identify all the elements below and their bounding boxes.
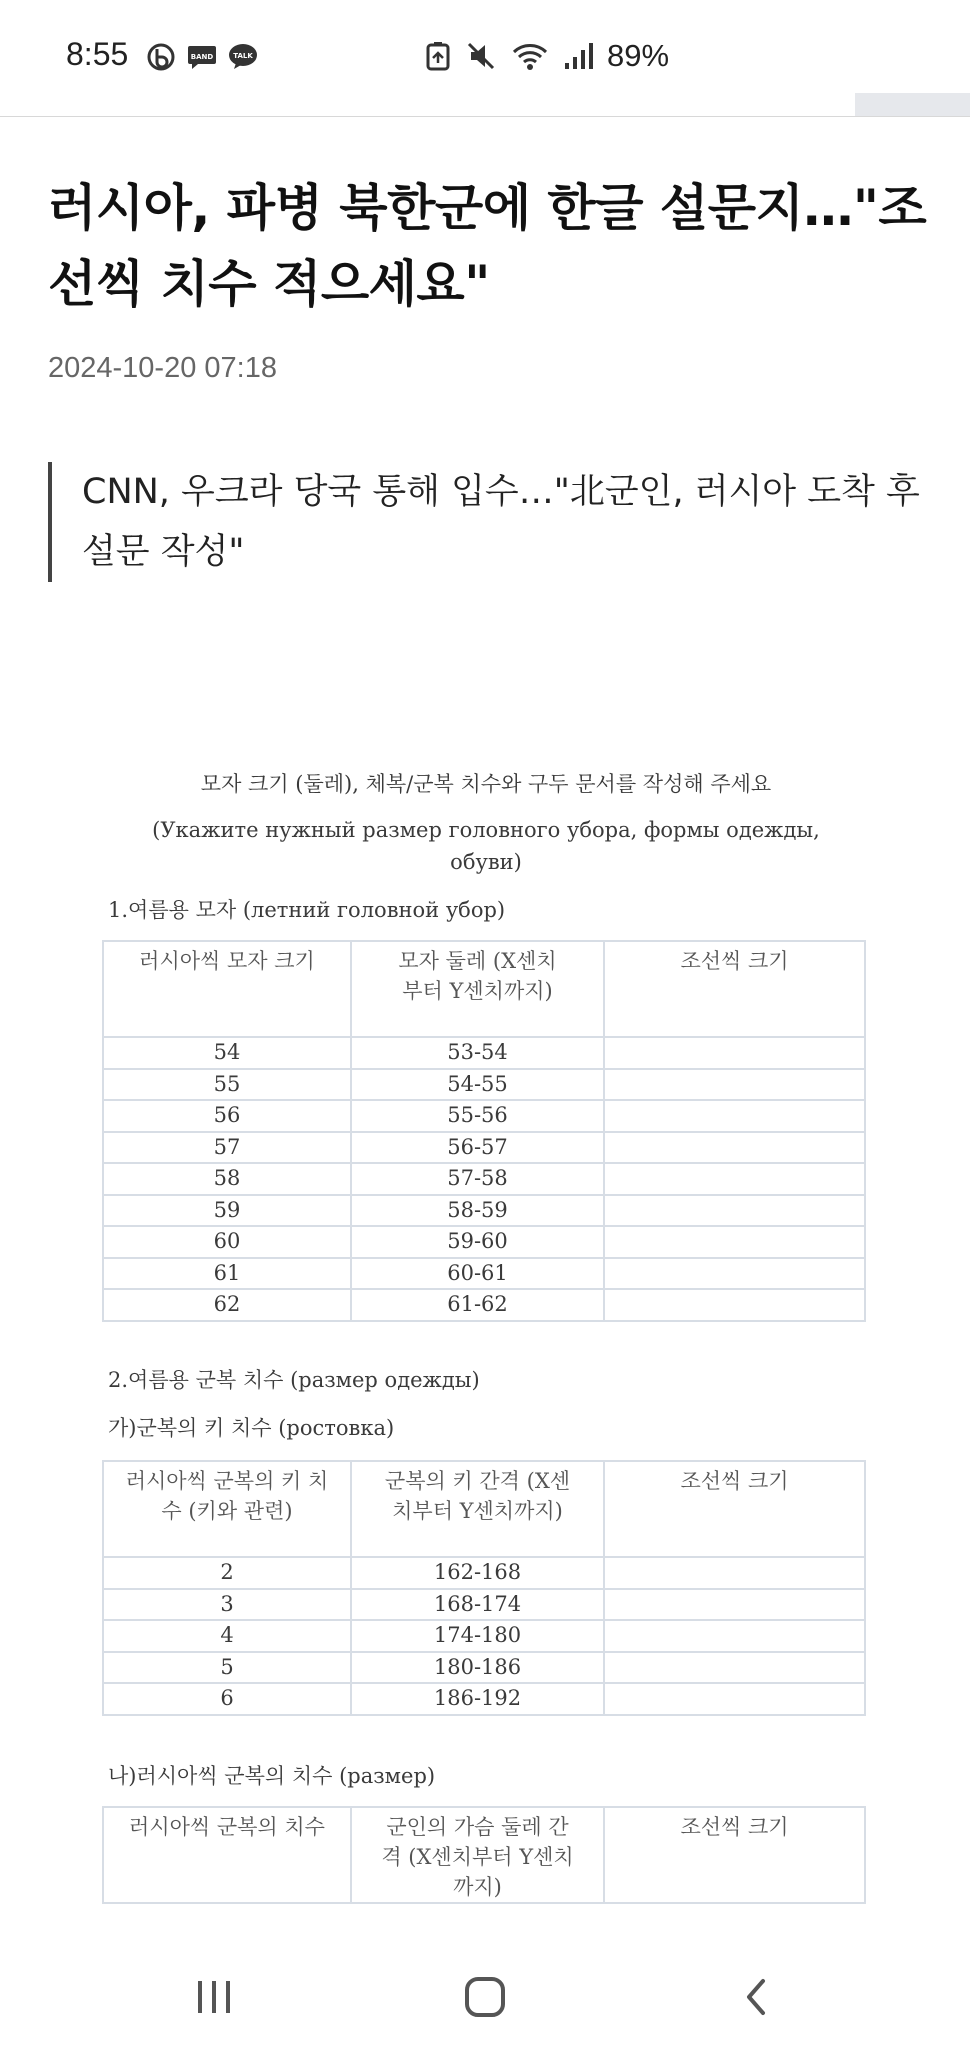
uniform-height-table [102,1460,866,1716]
band-icon [187,42,217,72]
back-icon [741,1977,771,2017]
wifi-icon [511,40,549,72]
table-row [103,1258,865,1290]
table-cell [604,1226,865,1258]
table-cell: 56 [103,1100,351,1132]
table-cell: 56-57 [351,1132,604,1164]
battery-percent: 89% [607,38,670,73]
table-cell [604,1589,865,1621]
table-header: 조선씩 크기 [604,1461,865,1557]
table-cell: 59-60 [351,1226,604,1258]
table-cell: 168-174 [351,1589,604,1621]
table-cell [604,1683,865,1715]
top-divider [0,116,970,117]
status-bar [0,0,970,112]
table-cell: 5 [103,1652,351,1684]
table-cell: 57-58 [351,1163,604,1195]
table-row [103,1037,865,1069]
recycle-icon [425,41,451,71]
table-row [103,1069,865,1101]
table-header: 모자 둘레 (X센치부터 Y센치까지) [351,941,604,1037]
table-row [103,1557,865,1589]
table-header: 군인의 가슴 둘레 간격 (X센치부터 Y센치까지) [351,1807,604,1903]
table-cell: 58-59 [351,1195,604,1227]
table-cell [604,1620,865,1652]
table-cell: 60-61 [351,1258,604,1290]
table-cell: 53-54 [351,1037,604,1069]
article-date: 2024-10-20 07:18 [48,352,277,384]
section2-subheading: 가)군복의 키 치수 (ростовка) [108,1416,395,1440]
doc-title: 모자 크기 (둘레), 체복/군복 치수와 구두 문서를 작성해 주세요 [200,772,772,796]
questionnaire-image [96,752,876,1899]
recent-apps-icon [194,1979,234,2015]
table-cell: 6 [103,1683,351,1715]
home-icon [463,1975,507,2019]
top-scroll-tab [855,93,970,116]
table-row [103,1683,865,1715]
table-row [103,1289,865,1321]
uniform-size-table [102,1806,866,1904]
table-cell: 2 [103,1557,351,1589]
article-subheadline: CNN, 우크라 당국 통해 입수…"北군인, 러시아 도착 후 설문 작성" [48,462,928,582]
table-cell: 61 [103,1258,351,1290]
table-cell: 186-192 [351,1683,604,1715]
section2-heading: 2.여름용 군복 치수 (размер одежды) [108,1368,480,1392]
status-right-group [425,38,669,74]
table-cell: 61-62 [351,1289,604,1321]
table-cell: 59 [103,1195,351,1227]
table-row [103,1226,865,1258]
table-cell [604,1163,865,1195]
table-cell: 3 [103,1589,351,1621]
table-header: 조선씩 크기 [604,1807,865,1903]
table-row [103,1163,865,1195]
section3-subheading: 나)러시아씩 군복의 치수 (размер) [108,1764,436,1788]
b-app-icon [146,42,176,72]
band-label: BAND [190,53,214,61]
table-cell [604,1195,865,1227]
table-row [103,1589,865,1621]
table-cell: 62 [103,1289,351,1321]
table-cell: 55-56 [351,1100,604,1132]
table-cell [604,1069,865,1101]
table-cell [604,1289,865,1321]
talk-icon [228,42,258,72]
table-cell [604,1132,865,1164]
status-time: 8:55 [66,36,129,72]
mute-icon [465,40,497,72]
table-cell [604,1258,865,1290]
section1-heading: 1.여름용 모자 (летний головной убор) [108,898,506,922]
table-cell: 174-180 [351,1620,604,1652]
table-header: 러시아씩 군복의 치수 [103,1807,351,1903]
hat-size-table [102,940,866,1322]
table-row [103,1195,865,1227]
back-button[interactable] [726,1967,786,2027]
table-header: 군복의 키 간격 (X센치부터 Y센치까지) [351,1461,604,1557]
table-cell [604,1037,865,1069]
article-headline: 러시아, 파병 북한군에 한글 설문지…"조선씩 치수 적으세요" [48,179,927,313]
table-cell: 180-186 [351,1652,604,1684]
navigation-bar [0,1945,970,2048]
table-row [103,1652,865,1684]
table-cell [604,1652,865,1684]
table-row [103,1620,865,1652]
table-cell: 54-55 [351,1069,604,1101]
table-cell [604,1100,865,1132]
table-cell: 57 [103,1132,351,1164]
table-header: 조선씩 크기 [604,941,865,1037]
table-cell: 54 [103,1037,351,1069]
doc-subtitle: (Укажите нужный размер головного убора, формы одежды, обуви) [152,818,820,874]
table-cell: 4 [103,1620,351,1652]
table-cell: 58 [103,1163,351,1195]
table-cell: 55 [103,1069,351,1101]
talk-label: TALK [233,52,253,60]
table-header: 러시아씩 군복의 키 치수 (키와 관련) [103,1461,351,1557]
table-cell [604,1557,865,1589]
table-cell: 162-168 [351,1557,604,1589]
signal-icon [563,41,593,71]
home-button[interactable] [455,1967,515,2027]
table-cell: 60 [103,1226,351,1258]
table-row [103,1100,865,1132]
table-row [103,1132,865,1164]
recent-apps-button[interactable] [184,1967,244,2027]
table-header: 러시아씩 모자 크기 [103,941,351,1037]
